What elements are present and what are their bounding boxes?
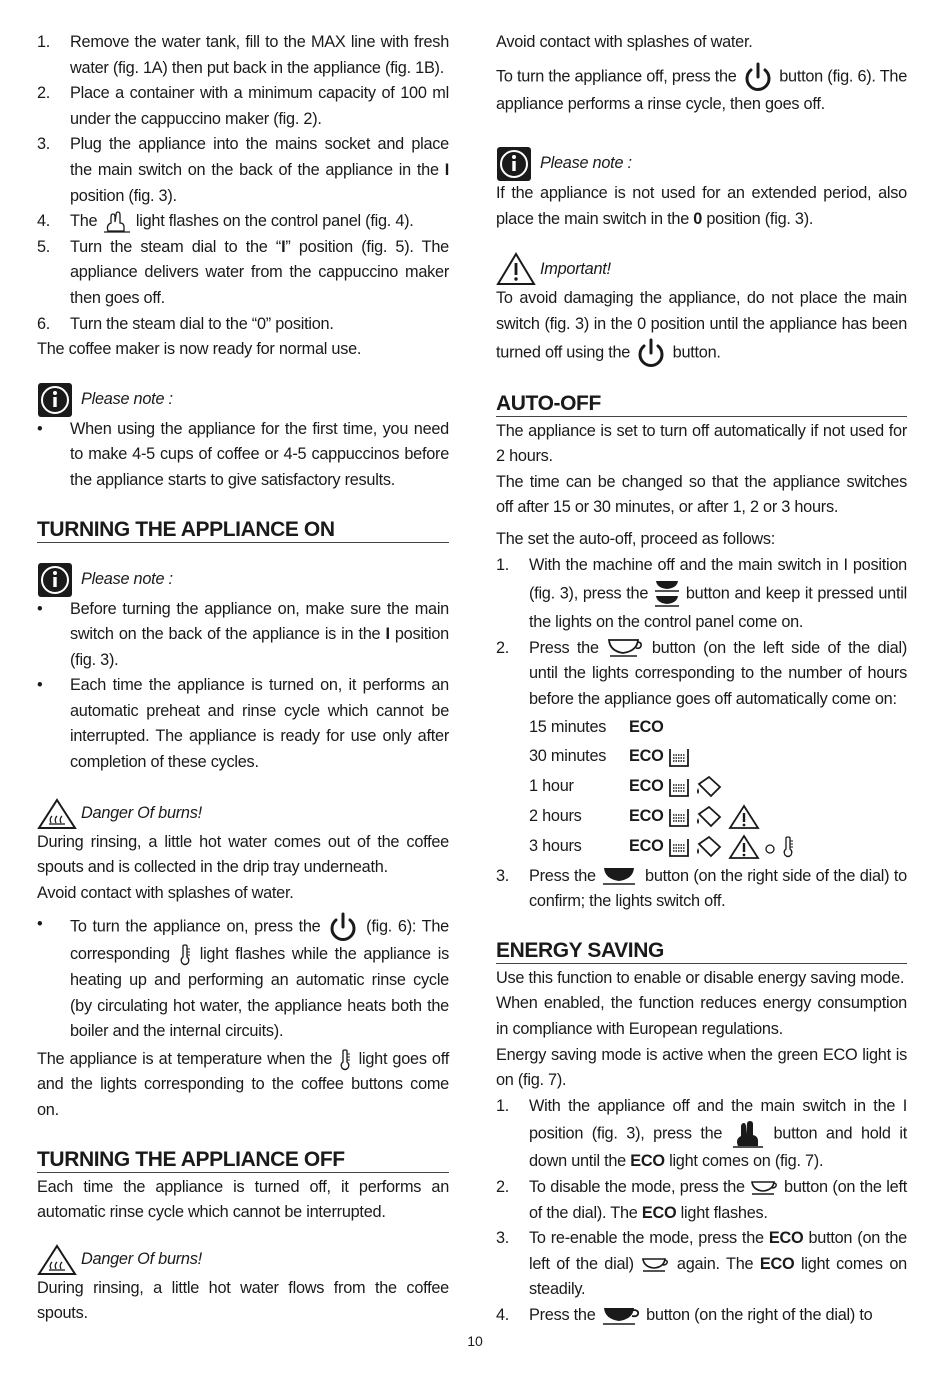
thermometer-icon (780, 836, 796, 858)
list-item: • Each time the appliance is turned on, it performs an automatic preheat and rinse cycle which cannot be interrupted. The appliance is ready for use only after completion of these cycles. (37, 676, 449, 772)
section-heading-on: TURNING THE APPLIANCE ON (37, 518, 449, 543)
table-row: 2 hours (529, 806, 582, 825)
table-row: 1 hour (529, 776, 574, 795)
cup-icon (606, 637, 644, 659)
info-icon (496, 146, 532, 182)
table-row: 15 minutes (529, 717, 607, 736)
double-cup-icon (653, 578, 681, 610)
danger-heading: Danger Of burns! (37, 798, 449, 830)
important-heading: Important! (496, 252, 907, 286)
cup-icon (640, 1256, 670, 1274)
note-heading: Please note : (496, 147, 907, 181)
danger-burn-icon (37, 1244, 77, 1276)
steam-icon (102, 211, 132, 233)
info-icon (37, 382, 73, 418)
light-off-icon (764, 836, 776, 858)
list-item: 2. To disable the mode, press the button (on the left of the dial). The ECO light flashes. (496, 1178, 907, 1222)
list-item: 3. Plug the appliance into the mains socket and place the main switch on the back of the appliance in the I position (fig. 3). (37, 135, 449, 205)
left-column: 1. Remove the water tank, fill to the MAX line with fresh water (fig. 1A) then put back in the appliance (fig. 1B). 2. Place a container with a minimum capacity of 100 ml under the cappuccino maker (fig. 2). 3. Plug the appliance into the mains socket and place the main switch on the back of the appliance in the I position (fig. 3). 4. The light flashes on the control panel (fig. 4). 5. Turn the steam dial to the “I” position (fig. 5). The appliance delivers water from the cappuccino maker then goes off. 6. Turn the steam dial to the “0” position. The coffee maker is now ready for normal use. Please note : • When using the appliance for the first time, you need to make 4-5 cups of coffee or 4-5 cappuccinos before the appliance starts to give satisfactory results. TURNING THE APPLIANCE ON Please note : • Before turning the appliance on, make sure the main switch on the back of the appliance is in the I position (fig. 3). • Each time the appliance is turned on, it performs an automatic preheat and rinse cycle which cannot be interrupted. The appliance is ready for use only after completion of these cycles. Danger Of burns! During rinsing, a little hot water comes out of the coffee spouts and is collected in the drip tray underneath. Avoid contact with splashes of water. • To turn the appliance on, press the (fig. 6): The corresponding light flashes while the appliance is heating up and performing an automatic rinse cycle (by circulating hot water, the appliance heats both the boiler and the internal circuits). The appliance is at temperature when the light goes off and the lights corresponding to the coffee buttons come on. TURNING THE APPLIANCE OFF Each time the appliance is turned off, it performs an automatic rinse cycle which cannot be interrupted. Danger Of burns! During rinsing, a little hot water flows from the coffee spouts. (37, 30, 449, 1327)
thermometer-icon (337, 1049, 353, 1071)
right-column: Avoid contact with splashes of water. To turn the appliance off, press the button (fig. 6). The appliance performs a rinse cycle, then goes off. Please note : If the appliance is not used for an extended period, also place the main switch in the 0 position (fig. 3). Important! To avoid damaging the appliance, do not place the main switch (fig. 3) in the 0 position until the appliance has been turned off using the button. AUTO-OFF The appliance is set to turn off automatically if not used for 2 hours. The time can be changed so that the appliance switches off after 15 or 30 minutes, or after 1, 2 or 3 hours. The set the auto-off, proceed as follows: 1. With the machine off and the main switch in I position (fig. 3), press the button and keep it pressed until the lights on the control panel come on. 2. Press the button (on the left side of the dial) until the lights corresponding to the number of hours before the appliance goes off automatically come on: 15 minutes ECO 30 minutes ECO 1 hour ECO 2 hours ECO 3 hours ECO 3. Press the button (on the right side of the dial) to confirm; the lights switch off. ENERGY SAVING Use this function to enable or disable energy saving mode. When enabled, the function reduces energy consumption in compliance with European regulations. Energy saving mode is active when the green ECO light is on (fig. 7). 1. With the appliance off and the main switch in the I position (fig. 3), press the button and hold it down until the ECO light comes on (fig. 7). 2. To disable the mode, press the button (on the left of the dial). The ECO light flashes. 3. To re-enable the mode, press the ECO button (on the left of the dial) again. The ECO light comes on steadily. 4. Press the button (on the right of the dial) to (496, 30, 907, 1329)
list-item: 1. Remove the water tank, fill to the MAX line with fresh water (fig. 1A) then put back in the appliance (fig. 1B). (37, 33, 449, 77)
table-row: 30 minutes (529, 747, 607, 766)
water-tank-icon (668, 806, 690, 828)
power-icon (741, 62, 775, 92)
list-item: 5. Turn the steam dial to the “I” position (fig. 5). The appliance delivers water from the cappuccino maker then goes off. (37, 237, 449, 307)
warning-icon (728, 834, 760, 860)
page-number: 10 (467, 1333, 483, 1349)
water-tank-icon (668, 776, 690, 798)
table-row: 3 hours (529, 836, 582, 855)
list-item: 3. To re-enable the mode, press the ECO button (on the left of the dial) again. The ECO light comes on steadily. (496, 1229, 907, 1299)
list-item: 2. Place a container with a minimum capacity of 100 ml under the cappuccino maker (fig. 2). (37, 84, 449, 128)
section-heading-energy: ENERGY SAVING (496, 939, 907, 964)
cup-icon (600, 865, 640, 887)
list-item: • When using the appliance for the first time, you need to make 4-5 cups of coffee or 4-5 cappuccinos before the appliance starts to give satisfactory results. (37, 419, 449, 489)
list-item: • To turn the appliance on, press the (fig. 6): The corresponding light flashes while the appliance is heating up and performing an automatic rinse cycle (by circulating hot water, the appliance heats both the boiler and the internal circuits). (37, 912, 449, 1044)
cup-icon (600, 1305, 642, 1327)
descale-icon (694, 834, 724, 860)
danger-burn-icon (37, 798, 77, 830)
list-item: 6. Turn the steam dial to the “0” position. (37, 314, 334, 333)
list-item: 4. The light flashes on the control panel (fig. 4). (37, 209, 449, 235)
steam-icon (731, 1119, 765, 1149)
ready-text: The coffee maker is now ready for normal use. (37, 340, 362, 359)
water-tank-icon (668, 836, 690, 858)
warning-icon (728, 804, 760, 830)
list-item: 4. Press the button (on the right of the dial) to (496, 1303, 907, 1329)
power-icon (326, 912, 360, 942)
info-icon (37, 562, 73, 598)
water-tank-icon (668, 746, 690, 768)
section-heading-auto-off: AUTO-OFF (496, 392, 907, 417)
auto-off-table: 15 minutes ECO 30 minutes ECO 1 hour ECO 2 hours ECO 3 hours ECO (529, 715, 907, 860)
danger-heading: Danger Of burns! (37, 1244, 449, 1276)
power-icon (634, 338, 668, 368)
list-item: 3. Press the button (on the right side of the dial) to confirm; the lights switch off. (496, 866, 907, 911)
section-heading-off: TURNING THE APPLIANCE OFF (37, 1148, 449, 1173)
thermometer-icon (177, 944, 193, 966)
list-item: 1. With the appliance off and the main switch in the I position (fig. 3), press the button and hold it down until the ECO light comes on (fig. 7). (496, 1096, 908, 1171)
note-heading: Please note : (37, 563, 449, 597)
descale-icon (694, 774, 724, 800)
list-item: 1. With the machine off and the main switch in I position (fig. 3), press the button and keep it pressed until the lights on the control panel come on. (496, 555, 907, 632)
note-heading: Please note : (37, 383, 449, 417)
list-item: • Before turning the appliance on, make sure the main switch on the back of the appliance is in the I position (fig. 3). (37, 599, 449, 669)
warning-icon (496, 252, 536, 286)
list-item: 2. Press the button (on the left side of the dial) until the lights corresponding to the number of hours before the appliance goes off automatically come on: (496, 638, 907, 708)
descale-icon (694, 804, 724, 830)
cup-icon (749, 1179, 779, 1197)
